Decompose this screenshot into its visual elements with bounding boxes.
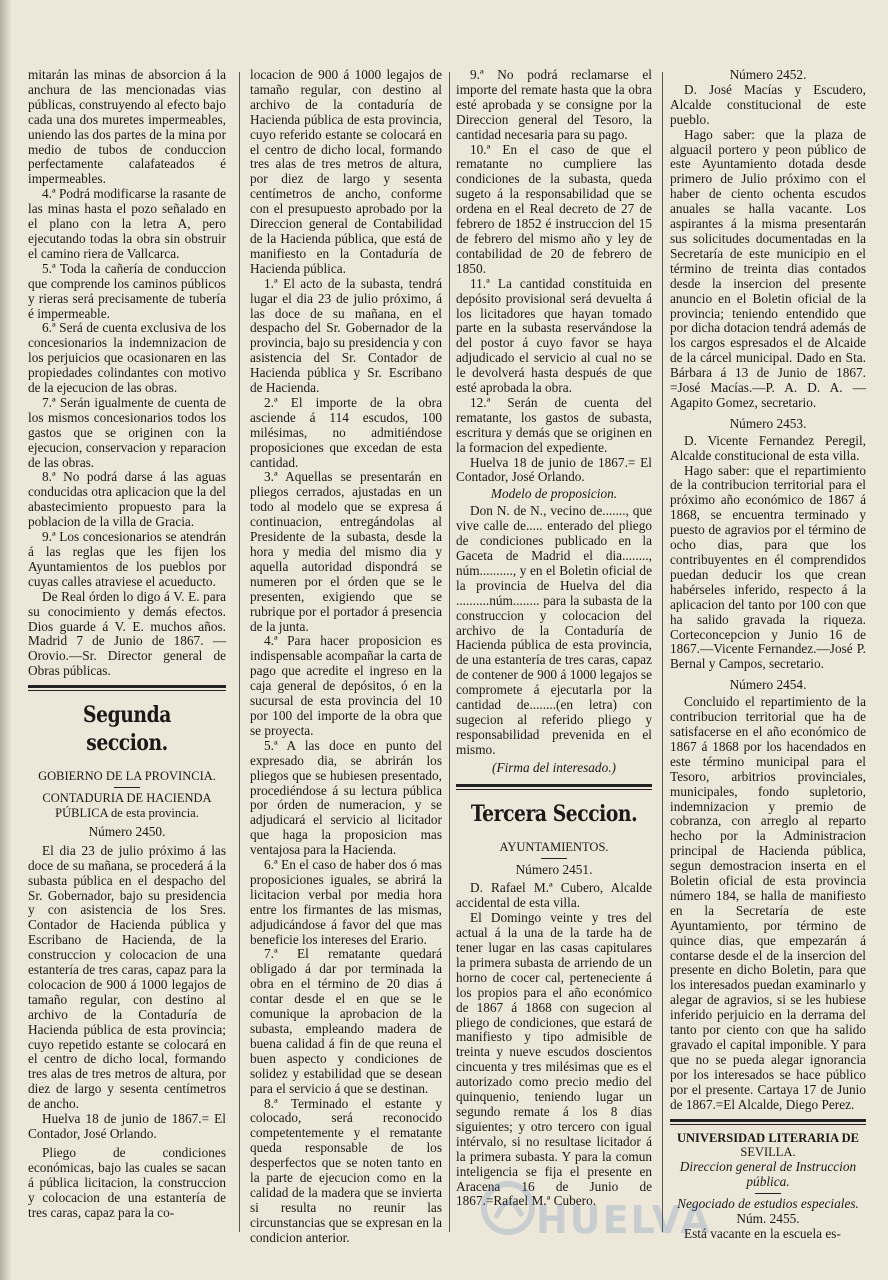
archive-watermark xyxy=(478,1178,738,1258)
short-rule xyxy=(114,787,140,788)
paragraph: 6.ª Será de cuenta exclusiva de los concesionarios la indemnizacion de los perjuicios que ocasionaren en las propiedades colindantes con motivo de la ejecucion de las obras. xyxy=(28,320,226,396)
condition: 2.ª El importe de la obra asciende á 114 escudos, 100 milésimas, no admitiéndose proposiciones que excedan de esta cantidad. xyxy=(250,394,442,470)
notice-body: El Domingo veinte y tres del actual á la una de la tarde ha de tener lugar en las casas capitulares la primera subasta de arriendo de un horno de cocer cal, perteneciente á los propios para el año económico de 1867 á 1868 con sugecion al pliego de condiciones, que estará de manifiesto y tipo admisible de treinta y nueve escudos doscientos cincuenta y tres milésimas que es el autorizado como precio medio del quinquenio, teniendo lugar un segundo remate á los 8 dias siguientes; y otro tercero con igual intérvalo, si no resultase licitador á la primera subasta. Y para la comun inteligencia se fija el presente en Aracena 16 de Junio de 1867.=Rafael M.ª Cubero. xyxy=(456,910,652,1209)
condition: 10.ª En el caso de que el rematante no cumpliere las condiciones de la subasta, queda sugeto á la responsabilidad que se ordena en el Real decreto de 27 de febrero de 1852 é instruccion del 15 de febrero del mismo año y ley de contabilidad de 20 de febrero de 1850. xyxy=(456,141,652,276)
paragraph: mitarán las minas de absorcion á la anchura de las mencionadas vias públicas, construyendo al efecto bajo cada una dos muretes impermeables, uniendo las dos partes de la mina por medio de tubos de conduccion perfectamente calafateados é impermeables. xyxy=(28,67,226,187)
conditions-intro: Pliego de condiciones económicas, bajo las cuales se sacan á pública licitacion, la construccion y colocacion de una estantería de tres caras, capaz para la co- xyxy=(28,1144,226,1220)
notice-number: Número 2450. xyxy=(88,823,166,839)
column-divider xyxy=(662,72,663,1232)
condition: 6.ª En el caso de haber dos ó mas proposiciones iguales, se abrirá la licitacion verbal por media hora entre los firmantes de las mismas, adjudicándose á favor del que mas beneficie los intereses del Erario. xyxy=(250,857,442,947)
notice-body: Está vacante en la escuela es- xyxy=(684,1225,841,1241)
section-rule xyxy=(28,685,226,691)
page-fold-shadow xyxy=(0,0,12,1280)
short-rule xyxy=(541,858,567,859)
condition: 9.ª No podrá reclamarse el importe del remate hasta que la obra esté aprobada y se consigne por la Direccion general del Tesoro, la cantidad necesaria para su pago. xyxy=(456,67,652,142)
notice-heading: D. Rafael M.ª Cubero, Alcalde accidental de esta villa. xyxy=(456,880,652,911)
condition: 12.ª Serán de cuenta del rematante, los gastos de subasta, escritura y demás que se originen en la formacion del expediente. xyxy=(456,394,652,455)
short-rule xyxy=(755,1193,781,1194)
section-rule xyxy=(670,1119,866,1125)
university-heading: UNIVERSIDAD LITERARIA DE xyxy=(677,1130,859,1145)
notice-date: Huelva 18 de junio de 1867.= El Contador, José Orlando. xyxy=(28,1111,226,1141)
condition: 4.ª Para hacer proposicion es indispensable acompañar la carta de pago que acredite el ingreso en la caja general de depósitos, ó en la sucursal de esta provincia del 10 por 100 del importe de la obra que se proyecta. xyxy=(250,633,442,738)
watermark-label: HUELVA xyxy=(536,1198,712,1242)
notice-body: Hago saber: que el repartimiento de la contribucion territorial para el próximo año económico de 1867 á 1868, se encuentra terminado y puesto de agravios por el término de ocho dias, para que los contribuyentes en él comprendidos puedan deducir los que crean habérseles inferido, respecto á la aplicacion del tanto por 100 con que ha salido gravada la riqueza. Corteconcepcion y Junio 16 de 1867.—Vicente Fernandez.—José P. Bernal y Campos, secretario. xyxy=(670,462,866,672)
notice-number: Número 2452. xyxy=(729,67,807,82)
notice-body: Concluido el repartimiento de la contribucion territorial que ha de satisfacerse en el año económico de 1867 á 1868 por los hacendados en este término municipal para el Tesoro, arbitrios provinciales, municipales, fondo supletorio, indemnizacion y premio de cobranza, con arreglo al reparto hecho por la Administracion principal de Hacienda pública, segun demostracion inserta en el Boletin oficial de esta provincia número 184, se halla de manifiesto en la Secretaría de este Ayuntamiento, por término de quince dias, que empezarán á contarse desde el de la insercion del presente en dicho Boletin, para que los interesados puedan examinarlo y alegar de agravios, si se les hubiese inferido perjuicio en la derrama del tanto por ciento con que ha salido gravado el capital imponible. Y para que no se pueda alegar ignorancia por los interesados se hace público por el presente. Cartaya 17 de Junio de 1867.=El Alcalde, Diego Perez. xyxy=(670,694,866,1112)
section-rule xyxy=(456,784,652,790)
column-3 xyxy=(456,68,652,1209)
city-heading: SEVILLA. xyxy=(740,1145,796,1160)
condition: 1.ª El acto de la subasta, tendrá lugar el dia 23 de julio próximo, á las doce de su mañana, en el despacho del Sr. Gobernador de la provincia, bajo su presidencia y con asistencia del Sr. Contador de Hacienda pública y Sr. Escribano de Hacienda. xyxy=(250,275,442,396)
paragraph: 7.ª Serán igualmente de cuenta de los mismos concesionarios todos los gastos que se originen con la ejecucion, conservacion y reparacion de las obras. xyxy=(28,394,226,470)
column-4 xyxy=(670,68,866,1242)
notice-number: Número 2451. xyxy=(515,861,593,877)
notice-heading: D. José Macías y Escudero, Alcalde constitucional de este pueblo. xyxy=(670,81,866,127)
notice-body: Hago saber: que la plaza de alguacil portero y peon público de este Ayuntamiento dotada desde primero de Julio próximo con el haber de ciento ochenta escudos anuales se halla vacante. Los aspirantes á la misma presentarán sus solicitudes documentadas en la Secretaría de este municipio en el término de treinta dias contados desde la insercion del presente anuncio en el Boletin oficial de la provincia; teniendo entendido que por dicha dotacion tendrá además de los cargos espresados el de Alcaide de la cárcel municipal. Dado en Sta. Bárbara á 13 de Junio de 1867. =José Macías.—P. A. D. A. —Agapito Gomez, secretario. xyxy=(670,126,866,410)
column-2 xyxy=(250,68,442,1246)
department-heading: Negociado de estudios especiales. xyxy=(677,1196,859,1212)
signature-note: (Firma del interesado.) xyxy=(492,759,616,775)
model-body: Don N. de N., vecino de......., que vive calle de..... enterado del pliego de condiciones publicado en la Gaceta de Madrid el dia........, núm.........., y en el Boletin oficial de la provincia de Huelva del dia ..........núm........ para la subasta de la construccion y colocacion del archivo de la Contaduría de Hacienda pública de esta provincia, de una estantería de tres caras, capaz de contener de 900 á 1000 legajos se compromete á ejecutarla por la cantidad de........(en letra) con sugecion al referido pliego y responsabilidad prevenida en el mismo. xyxy=(456,503,652,757)
watermark-logo-icon xyxy=(478,1178,538,1238)
notice-heading: D. Vicente Fernandez Peregil, Alcalde constitucional de esta villa. xyxy=(670,432,866,463)
condition: 8.ª Terminado el estante y colocado, será reconocido competentemente y el rematante queda responsable de los desperfectos que se noten tanto en la parte de ejecucion como en la calidad de la madera que se invierta si resulta no reunir las circunstancias que se expresan en la condicion anterior. xyxy=(250,1095,442,1245)
condition: 5.ª A las doce en punto del expresado dia, se abrirán los pliegos que se hubiesen presentado, procediéndose á su lectura pública por órden de numeracion, y se adjudicará el servicio al licitador que haga la proposicion mas ventajosa para la Hacienda. xyxy=(250,737,442,858)
paragraph: locacion de 900 á 1000 legajos de tamaño regular, con destino al archivo de la contaduría de Hacienda pública de esta provincia, cuyo referido estante se colocará en el centro de dicho local, formando tres alas de tres metros de altura, por diez de largo y sesenta centímetros de ancho, conforme con el presupuesto aprobado por la Direccion general de Contabilidad de la Hacienda pública, que está de manifiesto en la Contaduría de Hacienda pública. xyxy=(250,67,442,276)
column-1 xyxy=(28,68,226,1220)
notice-date: Huelva 18 de junio de 1867.= El Contador, José Orlando. xyxy=(456,454,652,485)
paragraph: 8.ª No podrá darse á las aguas conducidas otra aplicacion que la del abastecimiento propuesto para la poblacion de la villa de Gracia. xyxy=(28,469,226,530)
section-title: Segunda seccion. xyxy=(83,702,171,757)
condition: 11.ª La cantidad constituida en depósito provisional será devuelta á los licitadores que hayan tomado parte en la subasta reservándose la del postor á cuyo favor se haya adjudicado el servicio al cual no se le devolverá hasta después de que esté aprobada la obra. xyxy=(456,275,652,396)
paragraph: 5.ª Toda la cañería de conduccion que comprende los caminos públicos y rieras será precisamente de tubería é impermeable. xyxy=(28,260,226,321)
condition: 3.ª Aquellas se presentarán en pliegos cerrados, ajustadas en un todo al modelo que se expresa á continuacion, entregándolas al Presidente de la subasta, desde la hora y media del mismo dia y aquella autoridad dispondrá se numeren por el órden que se le presenten, exigiendo que se rubrique por el portador á presencia de la junta. xyxy=(250,469,442,634)
directorate-heading: Direccion general de Instruccion pública. xyxy=(679,1159,857,1190)
office-heading: CONTADURIA DE HACIENDA PÚBLICA de esta provincia. xyxy=(42,791,212,820)
notice-number: Núm. 2455. xyxy=(736,1211,800,1227)
section-title: Tercera Seccion. xyxy=(470,800,638,827)
notice-number: Número 2453. xyxy=(729,415,807,431)
column-divider xyxy=(239,72,240,1232)
model-title: Modelo de proposicion. xyxy=(490,486,618,502)
department-heading: GOBIERNO DE LA PROVINCIA. xyxy=(38,769,216,784)
column-divider xyxy=(449,72,450,1232)
paragraph: 4.ª Podrá modificarse la rasante de las minas hasta el pozo señalado en el plano con la letra A, pero ejecutando todas la obra sin obstruir el camino riera de Vallcarca. xyxy=(28,186,226,261)
condition: 7.ª El rematante quedará obligado á dar por terminada la obra en el término de 20 dias á contar desde el en que se le comunique la aprobacion de la subasta, empleando madera de buena calidad á fin de que reuna el buen aspecto y condiciones de solidez y estabilidad que se desean para el servicio á que se destinan. xyxy=(250,946,442,1096)
paragraph: De Real órden lo digo á V. E. para su conocimiento y demás efectos. Dios guarde á V. E. muchos años. Madrid 7 de Junio de 1867. —Orovio.—Sr. Director general de Obras públicas. xyxy=(28,588,226,679)
notice-body: El dia 23 de julio próximo á las doce de su mañana, se procederá á la subasta pública en el despacho del Sr. Gobernador, bajo su presidencia y con asistencia de los Sres. Contador de Hacienda pública y Escribano de Hacienda, de la construccion y colocacion de una estantería de tres caras, capaz para la colocacion de 900 á 1000 legajos de tamaño regular, con destino al archivo de la Contaduría de Hacienda pública de esta provincia; cuyo repetido estante se colocará en el centro de dicho local, formando tres alas de tres metros de altura, por diez de largo y sesenta centímetros de ancho. xyxy=(28,842,226,1112)
department-heading: AYUNTAMIENTOS. xyxy=(499,839,609,854)
paragraph: 9.ª Los concesionarios se atendrán á las reglas que les fijen los Ayuntamientos de los pueblos por cuyas calles atraviese el acueducto. xyxy=(28,529,226,589)
notice-number: Número 2454. xyxy=(729,677,807,693)
